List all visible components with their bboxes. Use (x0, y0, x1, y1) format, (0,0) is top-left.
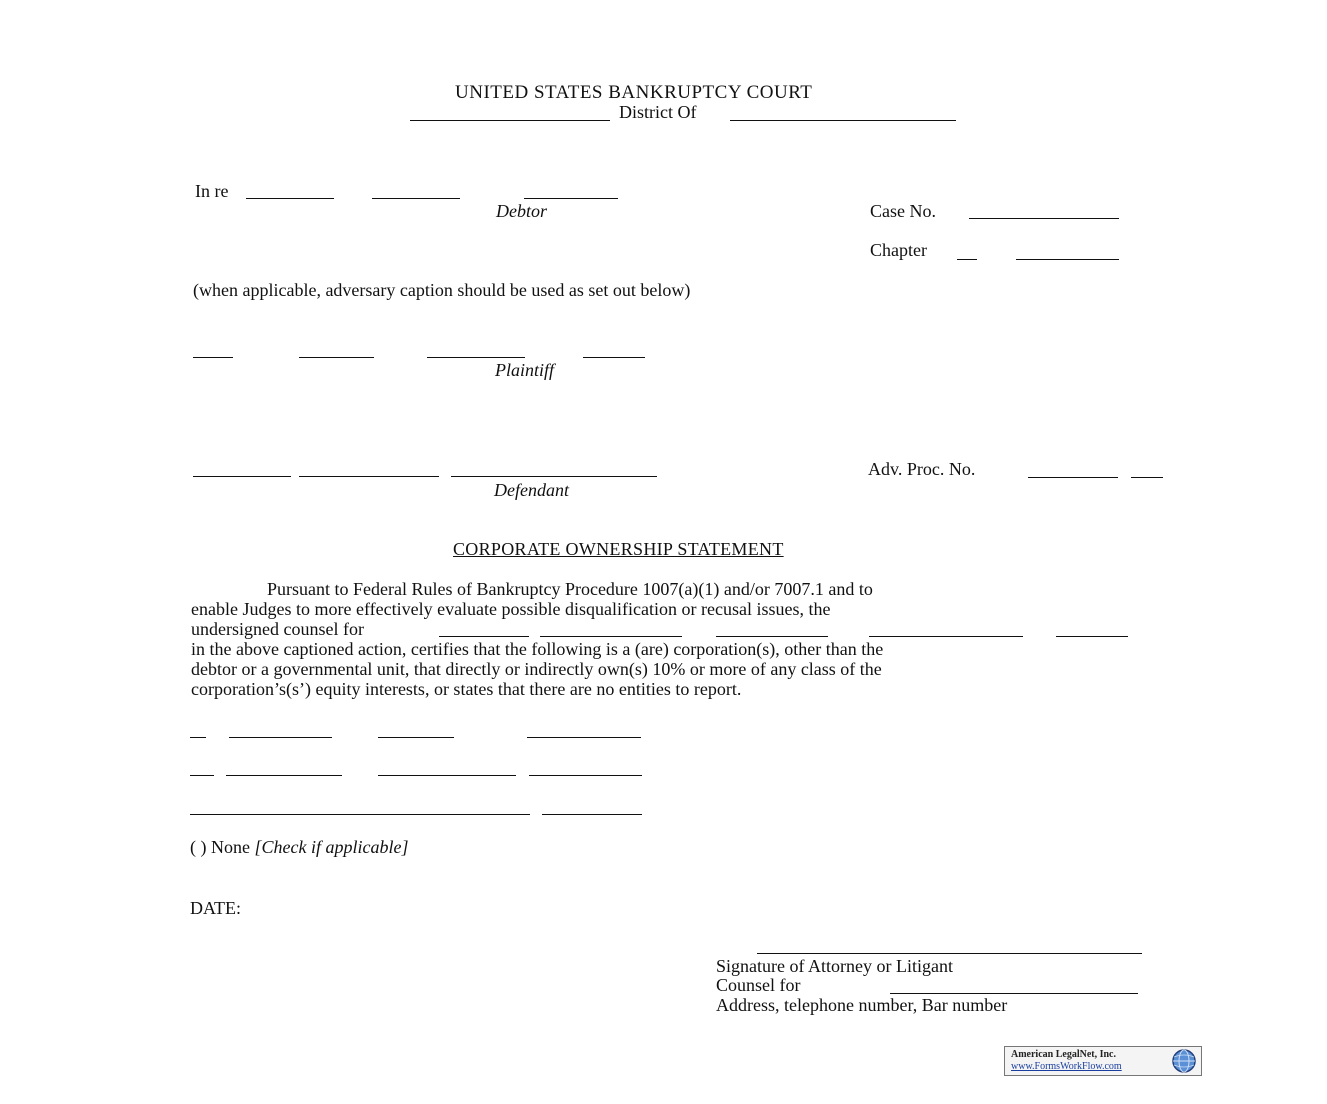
statement-line-5: debtor or a governmental unit, that directly or indirectly own(s) 10% or more of any class of the (191, 659, 882, 679)
case-no-label: Case No. (870, 201, 936, 221)
chapter-blank-2[interactable] (1016, 259, 1119, 260)
entity-line-1c[interactable] (378, 737, 454, 738)
entity-line-2a[interactable] (190, 775, 214, 776)
defendant-blank-3[interactable] (451, 476, 657, 477)
entity-line-1a[interactable] (190, 737, 206, 738)
entity-line-3b[interactable] (542, 814, 642, 815)
statement-line-6: corporation’s(s’) equity interests, or states that there are no entities to report. (191, 679, 742, 699)
adv-proc-no-label: Adv. Proc. No. (868, 459, 976, 479)
plaintiff-blank-4[interactable] (583, 357, 645, 358)
defendant-blank-2[interactable] (299, 476, 439, 477)
district-label: District Of (619, 102, 697, 122)
entity-line-1d[interactable] (527, 737, 641, 738)
entity-line-2b[interactable] (226, 775, 342, 776)
district-blank-right[interactable] (730, 120, 956, 121)
statement-paragraph (191, 579, 1156, 699)
adv-proc-no-blank-2[interactable] (1131, 477, 1163, 478)
counsel-for-blank-3[interactable] (716, 636, 828, 637)
adv-proc-no-blank-1[interactable] (1028, 477, 1118, 478)
statement-line-1: Pursuant to Federal Rules of Bankruptcy Procedure 1007(a)(1) and/or 7007.1 and to (267, 579, 873, 599)
globe-icon (1171, 1048, 1197, 1074)
district-blank-left[interactable] (410, 120, 610, 121)
american-legalnet-logo[interactable] (1004, 1046, 1202, 1076)
entity-line-3a[interactable] (190, 814, 530, 815)
address-label: Address, telephone number, Bar number (716, 995, 1008, 1015)
defendant-label: Defendant (494, 480, 569, 500)
entity-line-2c[interactable] (378, 775, 516, 776)
logo-company-name: American LegalNet, Inc. (1011, 1049, 1116, 1060)
in-re-label: In re (195, 181, 229, 201)
counsel-for-blank-1[interactable] (439, 636, 529, 637)
signature-label: Signature of Attorney or Litigant (716, 956, 953, 976)
debtor-name-blank-2[interactable] (372, 198, 460, 199)
none-checkbox[interactable]: ( ) (190, 837, 207, 857)
adversary-note: (when applicable, adversary caption should be used as set out below) (193, 280, 691, 300)
none-label: None (211, 837, 250, 857)
none-hint: [Check if applicable] (254, 837, 409, 857)
statement-line-2: enable Judges to more effectively evaluate possible disqualification or recusal issues, the (191, 599, 831, 619)
statement-line-3: undersigned counsel for (191, 619, 364, 639)
court-title: UNITED STATES BANKRUPTCY COURT (455, 82, 813, 103)
chapter-label: Chapter (870, 240, 927, 260)
debtor-label: Debtor (496, 201, 547, 221)
plaintiff-blank-2[interactable] (299, 357, 374, 358)
counsel-for-sig-blank[interactable] (890, 993, 1138, 994)
none-option[interactable] (190, 837, 408, 858)
chapter-blank-1[interactable] (957, 259, 977, 260)
counsel-for-label: Counsel for (716, 975, 801, 995)
signature-blank[interactable] (757, 953, 1142, 954)
case-no-blank[interactable] (969, 218, 1119, 219)
plaintiff-blank-3[interactable] (427, 357, 525, 358)
counsel-for-blank-2[interactable] (540, 636, 682, 637)
statement-title: CORPORATE OWNERSHIP STATEMENT (453, 539, 784, 559)
plaintiff-label: Plaintiff (495, 360, 555, 380)
logo-url-link[interactable]: www.FormsWorkFlow.com (1011, 1061, 1122, 1072)
statement-line-4: in the above captioned action, certifies that the following is a (are) corporation(s), other than the (191, 639, 884, 659)
date-label: DATE: (190, 898, 241, 918)
counsel-for-blank-4[interactable] (869, 636, 1023, 637)
entity-line-1b[interactable] (229, 737, 332, 738)
counsel-for-blank-5[interactable] (1056, 636, 1128, 637)
plaintiff-blank-1[interactable] (193, 357, 233, 358)
debtor-name-blank-3[interactable] (524, 198, 618, 199)
entity-line-2d[interactable] (529, 775, 642, 776)
debtor-name-blank-1[interactable] (246, 198, 334, 199)
defendant-blank-1[interactable] (193, 476, 291, 477)
